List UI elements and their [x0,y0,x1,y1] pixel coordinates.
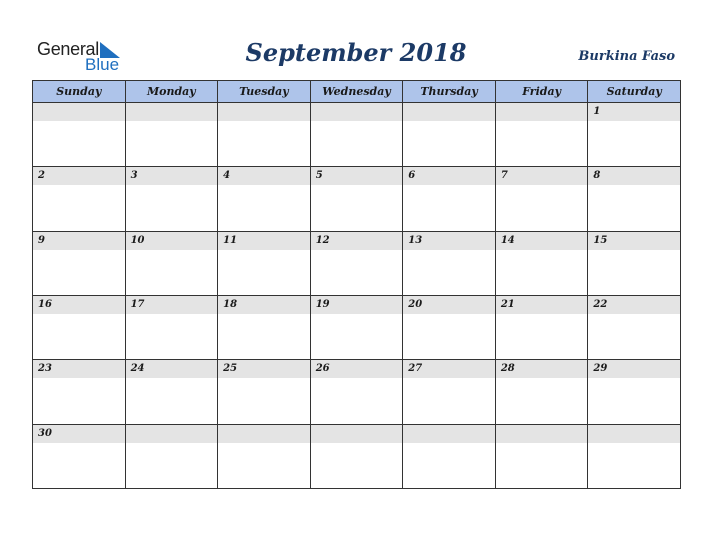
day-number-band [588,232,680,250]
day-cell[interactable] [310,231,403,295]
day-cell[interactable] [495,424,588,488]
day-number-band [588,296,680,314]
day-cell[interactable] [33,167,126,231]
weekday-header: Sunday [33,81,126,103]
day-number: 13 [408,234,423,246]
weekday-header: Thursday [403,81,496,103]
day-number-band [33,167,125,185]
day-number: 27 [408,363,423,375]
day-number-band [311,232,403,250]
day-cell[interactable] [125,295,218,359]
day-cell[interactable] [588,103,681,167]
day-number: 23 [38,363,52,375]
day-number: 29 [593,363,608,375]
day-number-band [311,167,403,185]
day-number-band [33,232,125,250]
day-cell[interactable] [33,231,126,295]
day-number-band [403,425,495,443]
day-cell[interactable] [588,295,681,359]
day-number-band [403,296,495,314]
calendar-body [33,103,681,489]
day-number: 18 [223,298,238,310]
day-cell[interactable] [403,295,496,359]
day-number: 15 [593,234,608,246]
day-number-band [126,425,218,443]
day-number-band [126,103,218,121]
day-number: 11 [223,234,238,246]
logo-text-blue: Blue [85,55,120,74]
day-cell[interactable] [125,231,218,295]
day-cell[interactable] [403,103,496,167]
day-cell[interactable] [310,360,403,424]
day-number: 19 [315,298,330,310]
day-number-band [33,425,125,443]
day-number-band [218,232,310,250]
day-cell[interactable] [588,424,681,488]
day-cell[interactable] [495,103,588,167]
day-cell[interactable] [403,360,496,424]
week-row [33,167,681,231]
day-number-band [496,103,588,121]
day-number: 20 [408,298,423,310]
day-number: 10 [130,234,145,246]
day-cell[interactable] [218,295,311,359]
day-number-band [496,360,588,378]
day-cell[interactable] [588,360,681,424]
day-number: 2 [38,170,45,182]
weekday-header: Saturday [588,81,681,103]
week-row [33,424,681,488]
day-number-band [496,296,588,314]
day-number-band [588,167,680,185]
day-cell[interactable] [310,103,403,167]
day-number-band [311,425,403,443]
day-number: 3 [130,170,138,182]
day-number: 16 [38,298,52,310]
calendar-title: September 2018 [245,38,467,67]
day-number: 25 [223,363,238,375]
weekday-header: Monday [125,81,218,103]
day-number: 21 [500,298,515,310]
day-number: 6 [408,170,416,182]
day-cell[interactable] [125,167,218,231]
day-cell[interactable] [125,424,218,488]
weekday-header: Tuesday [218,81,311,103]
day-cell[interactable] [588,167,681,231]
day-number: 9 [38,234,45,246]
day-number-band [496,167,588,185]
day-number-band [403,232,495,250]
day-cell[interactable] [33,295,126,359]
day-cell[interactable] [495,360,588,424]
day-number-band [496,425,588,443]
day-number-band [311,103,403,121]
day-number-band [403,167,495,185]
day-number-band [33,360,125,378]
weekday-header-row [33,81,681,103]
day-number: 5 [315,170,323,182]
week-row [33,103,681,167]
week-row [33,295,681,359]
day-cell[interactable] [495,231,588,295]
day-cell[interactable] [403,231,496,295]
week-row [33,360,681,424]
calendar-grid [32,80,681,489]
day-number-band [33,296,125,314]
day-number: 14 [500,234,515,246]
day-cell[interactable] [495,167,588,231]
country-label: Burkina Faso [578,49,675,64]
day-cell[interactable] [588,231,681,295]
day-number: 4 [223,170,231,182]
day-cell[interactable] [403,167,496,231]
day-number-band [218,167,310,185]
day-number: 1 [593,106,601,117]
day-cell[interactable] [125,360,218,424]
day-number: 17 [130,298,145,310]
day-cell[interactable] [218,360,311,424]
week-row [33,231,681,295]
day-cell[interactable] [310,424,403,488]
day-cell[interactable] [218,231,311,295]
day-number: 24 [130,363,145,375]
day-number-band [218,360,310,378]
day-cell[interactable] [495,295,588,359]
day-cell[interactable] [125,103,218,167]
day-number: 30 [38,427,52,439]
day-cell[interactable] [33,360,126,424]
day-number-band [218,296,310,314]
day-number-band [311,360,403,378]
weekday-header: Friday [495,81,588,103]
day-number: 8 [593,170,601,182]
day-number: 22 [593,298,608,310]
day-number-band [33,103,125,121]
day-cell[interactable] [218,167,311,231]
logo-text-general: General [37,39,99,59]
day-cell[interactable] [33,424,126,488]
day-number-band [588,425,680,443]
day-number: 26 [315,363,330,375]
weekday-header: Wednesday [310,81,403,103]
day-number-band [126,296,218,314]
day-number-band [588,360,680,378]
day-number-band [218,103,310,121]
day-cell[interactable] [218,103,311,167]
day-number-band [588,103,680,121]
day-cell[interactable] [403,424,496,488]
day-number-band [126,167,218,185]
day-number-band [126,232,218,250]
day-number-band [218,425,310,443]
day-number: 12 [315,234,330,246]
day-number-band [403,360,495,378]
day-number: 28 [500,363,515,375]
day-number-band [126,360,218,378]
day-number-band [496,232,588,250]
day-cell[interactable] [310,295,403,359]
day-number: 7 [500,170,508,182]
day-cell[interactable] [310,167,403,231]
day-cell[interactable] [33,103,126,167]
day-number-band [403,103,495,121]
day-cell[interactable] [218,424,311,488]
day-number-band [311,296,403,314]
